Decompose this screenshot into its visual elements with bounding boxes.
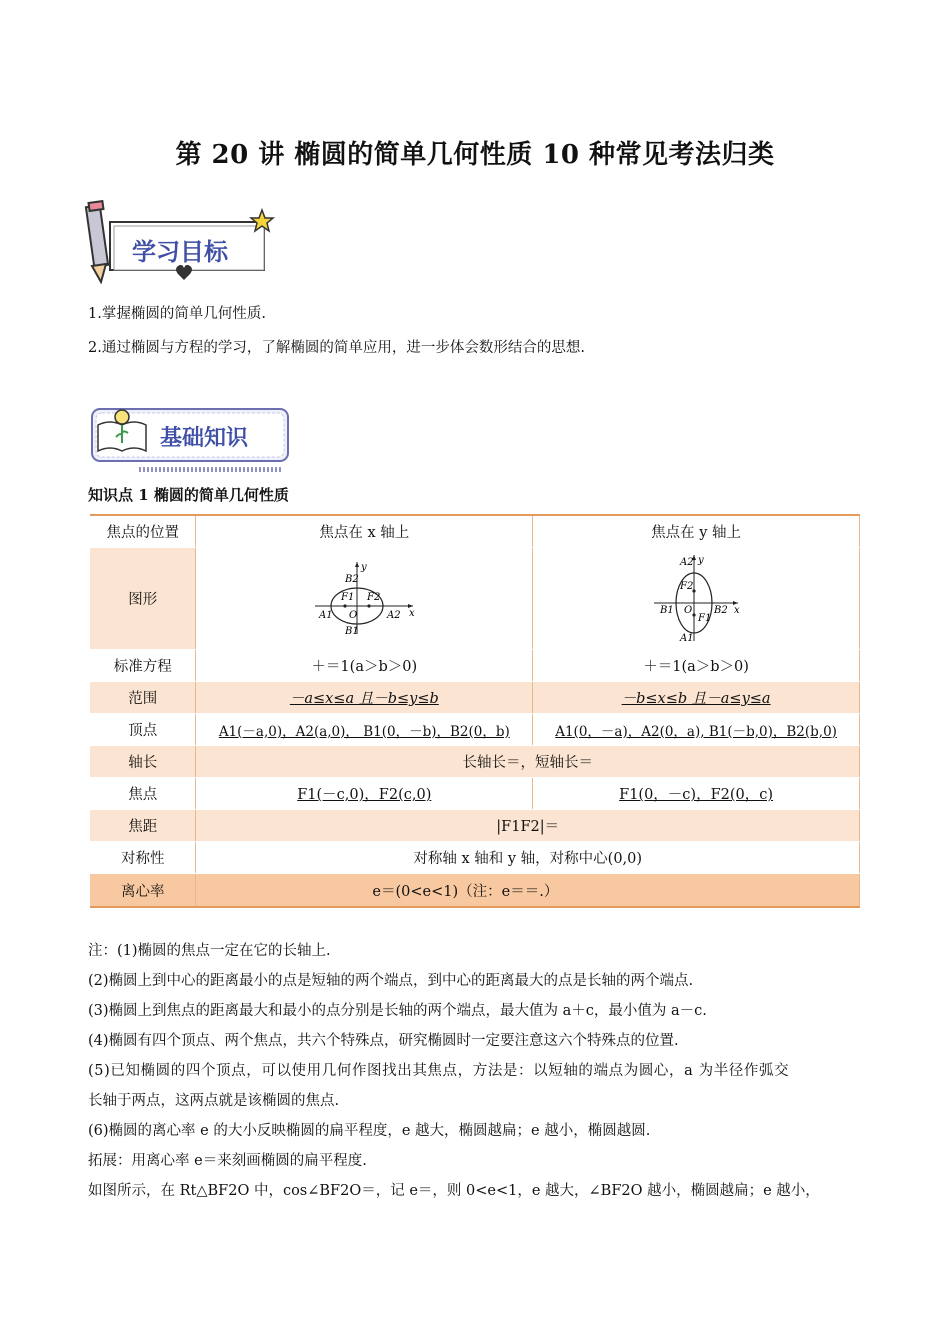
note-line: 长轴于两点，这两点就是该椭圆的焦点. bbox=[88, 1093, 340, 1109]
table-row-range bbox=[90, 682, 860, 714]
fig-label: O bbox=[684, 604, 693, 616]
note-line: 如图所示，在 Rt△BF2O 中，cos∠BF2O＝，记 e＝，则 0<e<1，e 越大，∠BF2O 越小，椭圆越扁；e 越小， bbox=[88, 1183, 820, 1199]
fig-label: F2 bbox=[367, 591, 381, 603]
table-row-axis bbox=[90, 746, 860, 778]
table-row-focal-distance bbox=[90, 810, 860, 842]
fig-label: B2 bbox=[345, 573, 360, 585]
cell-y: ＋＝1(a＞b＞0) bbox=[533, 650, 860, 682]
fig-label: A1 bbox=[680, 632, 694, 643]
table-row-equation bbox=[90, 650, 860, 682]
cell-x: A1(－a,0)，A2(a,0)， B1(0，－b)，B2(0，b) bbox=[196, 714, 533, 746]
fig-label: F2 bbox=[680, 580, 694, 592]
cell-y: F1(0，－c)，F2(0，c) bbox=[533, 778, 860, 810]
row-label: 标准方程 bbox=[90, 650, 196, 682]
notes-section bbox=[88, 936, 864, 1206]
table-row-focus bbox=[90, 778, 860, 810]
note-line: (5)已知椭圆的四个顶点，可以使用几何作图找出其焦点，方法是：以短轴的端点为圆心，a 为半径作弧交 bbox=[88, 1063, 790, 1079]
row-label: 对称性 bbox=[90, 842, 196, 874]
note-line: (6)椭圆的离心率 e 的大小反映椭圆的扁平程度，e 越大，椭圆越扁；e 越小，椭圆越圆. bbox=[88, 1123, 651, 1139]
row-label: 焦距 bbox=[90, 810, 196, 842]
row-label: 顶点 bbox=[90, 714, 196, 746]
learning-goals-badge bbox=[84, 200, 280, 284]
note-line: (2)椭圆上到中心的距离最小的点是短轴的两个端点，到中心的距离最大的点是长轴的两个端点. bbox=[88, 973, 694, 989]
basic-knowledge-badge bbox=[84, 403, 294, 473]
note-line: (4)椭圆有四个顶点、两个焦点，共六个特殊点，研究椭圆时一定要注意这六个特殊点的位置. bbox=[88, 1033, 679, 1049]
fig-label: B1 bbox=[660, 604, 674, 616]
figure-x-axis-ellipse bbox=[196, 548, 533, 650]
table-header-cell: 焦点的位置 bbox=[90, 515, 196, 548]
note-line: (3)椭圆上到焦点的距离最大和最小的点分别是长轴的两个端点，最大值为 a＋c，最小值为 a－c. bbox=[88, 1003, 707, 1019]
table-row-symmetry bbox=[90, 842, 860, 874]
ellipse-y-figure bbox=[650, 551, 742, 643]
pencil-icon bbox=[86, 201, 108, 282]
badge-stripes bbox=[140, 467, 280, 472]
fig-label: y bbox=[698, 554, 704, 566]
cell-merged: e＝(0<e<1)（注：e＝＝.） bbox=[196, 874, 860, 908]
note-line: 注：(1)椭圆的焦点一定在它的长轴上. bbox=[88, 943, 331, 959]
fig-label: A1 bbox=[319, 609, 333, 621]
row-label: 焦点 bbox=[90, 778, 196, 810]
note-line: 拓展：用离心率 e＝来刻画椭圆的扁平程度. bbox=[88, 1153, 367, 1169]
ellipse-properties-table bbox=[90, 514, 860, 908]
fig-label: A2 bbox=[387, 609, 401, 621]
cell-y: A1(0，－a)，A2(0，a), B1(－b,0)，B2(b,0) bbox=[533, 714, 860, 746]
table-row-vertex bbox=[90, 714, 860, 746]
cell-merged: 长轴长＝，短轴长＝ bbox=[196, 746, 860, 778]
page-title: 第 20 讲 椭圆的简单几何性质 10 种常见考法归类 bbox=[175, 140, 775, 170]
fig-label: A2 bbox=[680, 556, 694, 568]
fig-label: x bbox=[734, 604, 740, 616]
cell-x: F1(－c,0)，F2(c,0) bbox=[196, 778, 533, 810]
cell-y: －b≤x≤b 且－a≤y≤a bbox=[533, 682, 860, 714]
table-row-figure bbox=[90, 548, 860, 650]
cell-merged: |F1F2|＝ bbox=[196, 810, 860, 842]
table-header-row bbox=[90, 515, 860, 548]
fig-label: y bbox=[361, 561, 367, 573]
row-label: 离心率 bbox=[90, 874, 196, 908]
badge-goal-text: 学习目标 bbox=[132, 237, 228, 266]
cell-merged: 对称轴 x 轴和 y 轴，对称中心(0,0) bbox=[196, 842, 860, 874]
table-row-eccentricity bbox=[90, 874, 860, 908]
row-label: 范围 bbox=[90, 682, 196, 714]
fig-label: B2 bbox=[714, 604, 728, 616]
fig-label: F1 bbox=[698, 612, 712, 624]
goal-1: 1.掌握椭圆的简单几何性质. bbox=[88, 306, 266, 322]
fig-label: x bbox=[409, 607, 415, 619]
goal-2: 2.通过椭圆与方程的学习，了解椭圆的简单应用，进一步体会数形结合的思想. bbox=[88, 340, 585, 356]
table-header-cell: 焦点在 y 轴上 bbox=[533, 515, 860, 548]
ellipse-x-figure bbox=[311, 558, 417, 636]
fig-label: B1 bbox=[345, 625, 360, 636]
fig-label: F1 bbox=[341, 591, 355, 603]
row-label: 轴长 bbox=[90, 746, 196, 778]
knowledge-point-title: 知识点 1 椭圆的简单几何性质 bbox=[88, 486, 289, 504]
row-label: 图形 bbox=[90, 548, 196, 650]
cell-x: ＋＝1(a＞b＞0) bbox=[196, 650, 533, 682]
fig-label: O bbox=[349, 609, 358, 621]
table-header-cell: 焦点在 x 轴上 bbox=[196, 515, 533, 548]
figure-y-axis-ellipse bbox=[533, 548, 860, 650]
cell-x: －a≤x≤a 且－b≤y≤b bbox=[196, 682, 533, 714]
badge-basic-text: 基础知识 bbox=[160, 425, 249, 451]
